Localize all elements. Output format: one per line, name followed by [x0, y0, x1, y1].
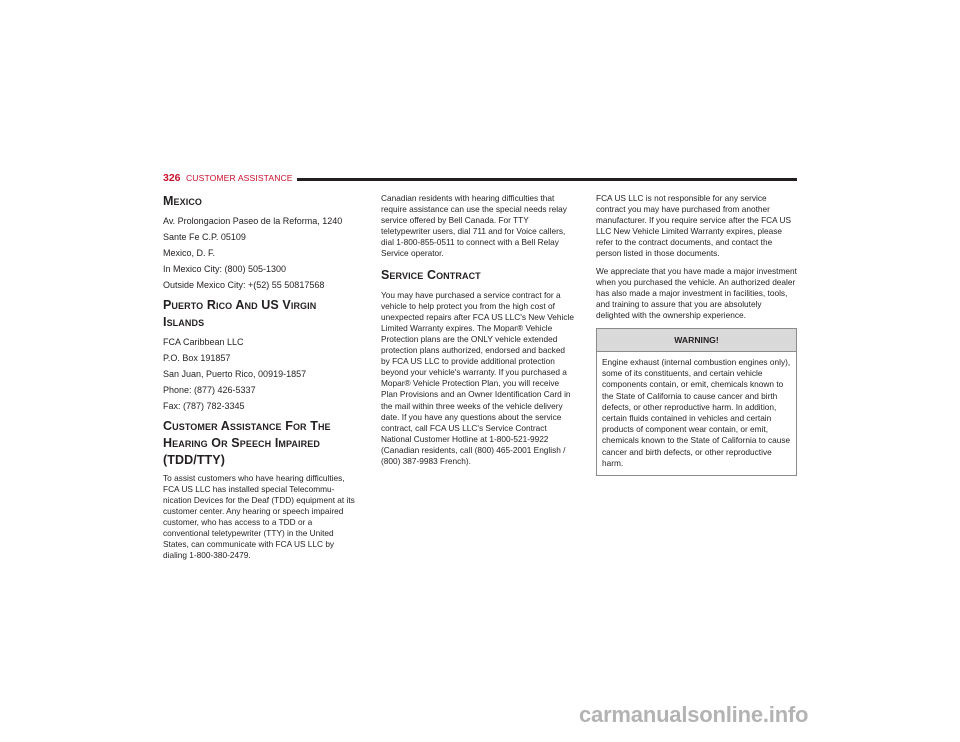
appreciation-paragraph: We appreciate that you have made a major investment when you purchased the vehicle. An authorized dealer has also made a major investment in facilities, tools, and training to assure that you are absolutely delighted with the ownership experience.	[596, 265, 797, 320]
puerto-rico-address-line: San Juan, Puerto Rico, 00919-1857	[163, 369, 307, 380]
watermark: carmanualsonline.info	[579, 702, 809, 727]
heading-hearing-line-3: (TDD/TTY)	[163, 452, 225, 467]
heading-hearing-line-1: Customer Assistance For The	[163, 418, 331, 433]
hearing-paragraph: To assist customers who have hearing difficulties, FCA US LLC has installed special Telecommu-nication Devices for the Deaf (TDD) equipment at its customer center. Any hearing or speech impaired customer, who has access to a TDD or a conventional teletypewriter (TTY) in the United States, can communicate with FCA US LLC by dialing 1-800-380-2479.	[163, 472, 355, 561]
puerto-rico-phone-line: Phone: (877) 426-5337	[163, 385, 256, 396]
canada-hearing-paragraph: Canadian residents with hearing difficulties that require assistance can use the special needs relay service offered by Bell Canada. For TTY teletypewriter users, dial 711 and for Voice callers, dial 1-800-855-0511 to connect with a Bell Relay Service operator.	[381, 193, 567, 259]
mexico-phone-line: In Mexico City: (800) 505-1300	[163, 264, 287, 275]
warning-text: Engine exhaust (internal combustion engines only), some of its constituents, and certain vehicle components contain, or emit, chemicals known to the State of California to cause cancer and birth defects, or other reproductive harm. In addition, certain fluids contained in vehicles and certain products of component wear contain, or emit, chemicals known to the State of California to cause cancer and birth defects, or other reproductive harm.	[602, 357, 791, 468]
puerto-rico-address-line: FCA Caribbean LLC	[163, 336, 244, 347]
column-right	[596, 193, 797, 476]
heading-mexico: Mexico	[163, 194, 203, 208]
heading-service-contract: Service Contract	[381, 267, 481, 282]
puerto-rico-address-line: P.O. Box 191857	[163, 352, 231, 363]
mexico-phone-line: Outside Mexico City: +(52) 55 50817568	[163, 280, 325, 291]
service-contract-paragraph: You may have purchased a service contract for a vehicle to help protect you from the high cost of unexpected repairs after FCA US LLC's New Vehicle Limited Warranty expires. The Mopar® Vehicle Protection plans are the ONLY vehicle extended protection plans authorized, endorsed and backed by FCA US LLC to provide additional protection beyond your vehicle's warranty. If you purchased a Mopar® Vehicle Protection Plan, you will receive Plan Provisions and an Owner Identification Card in the mail within three weeks of the vehicle delivery date. If you have any questions about the service contract, call FCA US LLC's Service Contract National Customer Hotline at 1-800-521-9922 (Canadian residents, call (800) 465-2001 English / (800) 387-9983 French).	[381, 289, 574, 466]
mexico-address-line: Sante Fe C.P. 05109	[163, 232, 246, 243]
page-header	[163, 172, 797, 186]
column-middle	[381, 193, 576, 473]
header-rule	[297, 178, 797, 181]
responsibility-paragraph: FCA US LLC is not responsible for any service contract you may have purchased from another manufacturer. If you require service after the FCA US LLC New Vehicle Limited Warranty expires, please refer to the contract documents, and contact the person listed in those documents.	[596, 193, 792, 259]
section-title: CUSTOMER ASSISTANCE	[186, 173, 293, 183]
column-left	[163, 193, 358, 568]
page-number: 326	[163, 172, 181, 184]
heading-puerto-rico: Puerto Rico And US Virgin Islands	[163, 297, 317, 329]
heading-hearing-line-2: Hearing Or Speech Impaired	[163, 435, 320, 450]
puerto-rico-fax-line: Fax: (787) 782-3345	[163, 401, 245, 412]
mexico-address-line: Av. Prolongacion Paseo de la Reforma, 1240	[163, 216, 343, 226]
warning-title: WARNING!	[597, 329, 796, 352]
heading-hearing-impaired	[163, 418, 358, 469]
mexico-address-line: Mexico, D. F.	[163, 248, 216, 259]
warning-box	[596, 328, 797, 476]
